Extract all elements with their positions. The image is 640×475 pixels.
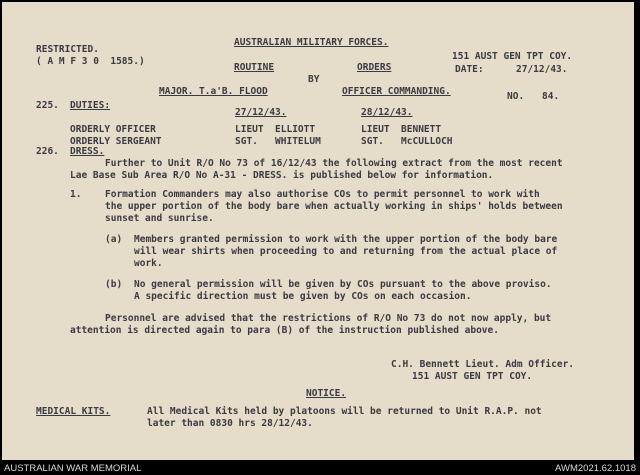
closing-line: Personnel are advised that the restrictions of R/O No 73 do not now apply, but bbox=[105, 313, 552, 324]
document-page bbox=[2, 2, 634, 460]
dress-intro-line: Further to Unit R/O No 73 of 16/12/43 the following extract from the most recent bbox=[105, 158, 563, 169]
notice-heading: NOTICE. bbox=[306, 388, 347, 399]
duty-assignee: SGT. WHITELUM bbox=[235, 136, 321, 147]
duties-number: 225. bbox=[36, 100, 59, 111]
sub-item-line: will wear shirts when proceeding to and returning from the actual place of bbox=[134, 246, 558, 257]
sub-item-label: (b) bbox=[105, 279, 123, 290]
document-reference: ( A M F 3 0 1585.) bbox=[36, 56, 145, 67]
sub-item-line: Members granted permission to work with the upper portion of the body bare bbox=[134, 234, 558, 245]
notice-label: MEDICAL KITS. bbox=[36, 406, 111, 417]
date-label: DATE: bbox=[455, 64, 484, 75]
item-line: Formation Commanders may also authorise COs to permit personnel to work with bbox=[105, 189, 540, 200]
duties-heading: DUTIES: bbox=[70, 100, 111, 111]
routine-label: ROUTINE bbox=[234, 62, 275, 73]
duty-assignee: SGT. McCULLOCH bbox=[361, 136, 453, 147]
issuing-officer: MAJOR. T.a'B. FLOOD bbox=[159, 86, 268, 97]
footer-bar bbox=[0, 462, 640, 475]
order-number-label: NO. bbox=[507, 91, 525, 102]
duties-date-2: 28/12/43. bbox=[361, 107, 413, 118]
item-line: sunset and sunrise. bbox=[105, 213, 214, 224]
dress-number: 226. bbox=[36, 146, 59, 157]
closing-line: attention is directed again to para (B) of the instruction published above. bbox=[70, 325, 499, 336]
duty-role: ORDERLY SERGEANT bbox=[70, 136, 162, 147]
sub-item-label: (a) bbox=[105, 234, 123, 245]
sub-item-line: work. bbox=[134, 258, 163, 269]
date-value: 27/12/43. bbox=[516, 64, 568, 75]
officer-commanding: OFFICER COMMANDING. bbox=[342, 86, 451, 97]
signature-line: C.H. Bennett Lieut. Adm Officer. bbox=[391, 359, 575, 370]
sub-item-line: No general permission will be given by COs pursuant to the above proviso. bbox=[134, 279, 552, 290]
signature-unit: 151 AUST GEN TPT COY. bbox=[412, 371, 533, 382]
duty-assignee: LIEUT BENNETT bbox=[361, 124, 442, 135]
orders-label: ORDERS bbox=[357, 62, 392, 73]
footer-accession-number: AWM2021.62.1018 bbox=[555, 463, 636, 474]
unit-name: 151 AUST GEN TPT COY. bbox=[452, 51, 573, 62]
notice-line: later than 0830 hrs 28/12/43. bbox=[147, 418, 313, 429]
item-number: 1. bbox=[70, 189, 82, 200]
item-line: the upper portion of the body bare when actually working in ships' holds between bbox=[105, 201, 563, 212]
by-label: BY bbox=[308, 74, 320, 85]
document-title: AUSTRALIAN MILITARY FORCES. bbox=[234, 37, 389, 48]
duty-assignee: LIEUT ELLIOTT bbox=[235, 124, 316, 135]
duty-role: ORDERLY OFFICER bbox=[70, 124, 156, 135]
footer-credit: AUSTRALIAN WAR MEMORIAL bbox=[4, 463, 142, 474]
sub-item-line: A specific direction must be given by COs on each occasion. bbox=[134, 291, 472, 302]
dress-intro-line: Lae Base Sub Area R/O No A-31 - DRESS. is published below for information. bbox=[70, 170, 494, 181]
notice-line: All Medical Kits held by platoons will be returned to Unit R.A.P. not bbox=[147, 406, 542, 417]
duties-date-1: 27/12/43. bbox=[235, 107, 287, 118]
restricted-label: RESTRICTED. bbox=[36, 44, 99, 55]
dress-heading: DRESS. bbox=[70, 146, 105, 157]
order-number-value: 84. bbox=[542, 91, 560, 102]
